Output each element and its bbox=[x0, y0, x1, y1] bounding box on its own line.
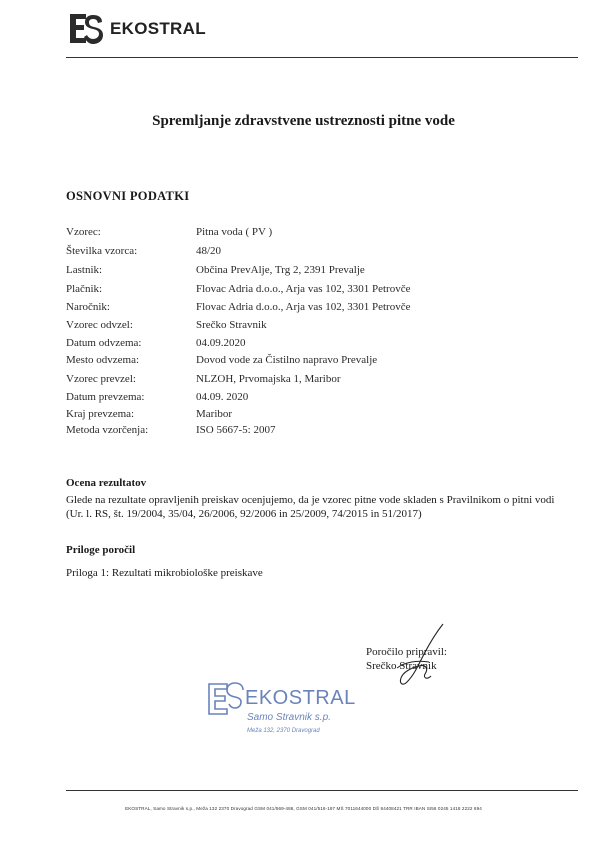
field-value-payer: Flovac Adria d.o.o., Arja vas 102, 3301 Petrovče bbox=[196, 283, 411, 295]
prepared-by-label: Poročilo pripravil: bbox=[366, 646, 447, 658]
field-label-owner: Lastnik: bbox=[66, 264, 103, 276]
field-label-receipt-place: Kraj prevzema: bbox=[66, 408, 135, 420]
field-value-client: Flovac Adria d.o.o., Arja vas 102, 3301 Petrovče bbox=[196, 301, 411, 313]
footer-text: EKOSTRAL, Samo Stravnik s.p., Meža 132 2370 Dravograd GSM 041/569-486, GSM 041/516-197 MŠ 7011644000 DŠ 84408421 TRR IBAN SI56 0245 1418 2222 694 bbox=[125, 806, 482, 811]
field-label-sampling-date: Datum odvzema: bbox=[66, 337, 142, 349]
rating-text: Glede na rezultate opravljenih preiskav ocenjujemo, da je vzorec pitne vode skladen s Pravilnikom o pitni vodi (Ur. l. RS, št. 19/2004, 35/04, 26/2006, 92/2006 in 25/2009, 74/2015 in 51/2017) bbox=[66, 494, 555, 520]
field-value-sampling-date: 04.09.2020 bbox=[196, 337, 246, 349]
attachment-item: Priloga 1: Rezultati mikrobiološke preiskave bbox=[66, 567, 263, 579]
document-title: Spremljanje zdravstvene ustreznosti pitne vode bbox=[152, 113, 455, 129]
field-value-owner: Občina PrevAlje, Trg 2, 2391 Prevalje bbox=[196, 264, 365, 276]
field-value-sampling-method: ISO 5667-5: 2007 bbox=[196, 424, 276, 436]
field-label-client: Naročnik: bbox=[66, 301, 110, 313]
field-label-receipt-date: Datum prevzema: bbox=[66, 391, 145, 403]
basic-data-heading: OSNOVNI PODATKI bbox=[66, 189, 190, 203]
field-value-sample: Pitna voda ( PV ) bbox=[196, 226, 273, 238]
field-value-sampling-place: Dovod vode za Čistilno napravo Prevalje bbox=[196, 354, 378, 366]
field-label-sampling-method: Metoda vzorčenja: bbox=[66, 424, 149, 436]
svg-text:Samo Stravnik s.p.: Samo Stravnik s.p. bbox=[247, 712, 331, 723]
field-label-sample-number: Številka vzorca: bbox=[66, 245, 138, 257]
field-label-sample: Vzorec: bbox=[66, 226, 101, 238]
rating-heading: Ocena rezultatov bbox=[66, 477, 147, 489]
field-value-receipt-date: 04.09. 2020 bbox=[196, 391, 249, 403]
header-divider bbox=[66, 57, 578, 58]
field-value-sample-number: 48/20 bbox=[196, 245, 222, 257]
footer-divider bbox=[66, 790, 578, 791]
field-label-payer: Plačnik: bbox=[66, 283, 103, 295]
attachments-heading: Priloge poročil bbox=[66, 544, 136, 556]
field-value-sampled-by: Srečko Stravnik bbox=[196, 319, 267, 331]
field-value-receipt-place: Maribor bbox=[196, 408, 233, 420]
prepared-by-name: Srečko Stravnik bbox=[366, 660, 437, 672]
company-stamp-icon bbox=[205, 676, 365, 738]
signature-icon bbox=[383, 620, 453, 688]
svg-text:EKOSTRAL: EKOSTRAL bbox=[245, 687, 356, 709]
brand-name: EKOSTRAL bbox=[110, 19, 206, 38]
field-label-received-by: Vzorec prevzel: bbox=[66, 373, 136, 385]
svg-text:Meža 132, 2370 Dravograd: Meža 132, 2370 Dravograd bbox=[247, 728, 320, 734]
field-label-sampling-place: Mesto odvzema: bbox=[66, 354, 140, 366]
field-label-sampled-by: Vzorec odvzel: bbox=[66, 319, 133, 331]
es-logo-icon bbox=[68, 12, 104, 46]
field-value-received-by: NLZOH, Prvomajska 1, Maribor bbox=[196, 373, 341, 385]
